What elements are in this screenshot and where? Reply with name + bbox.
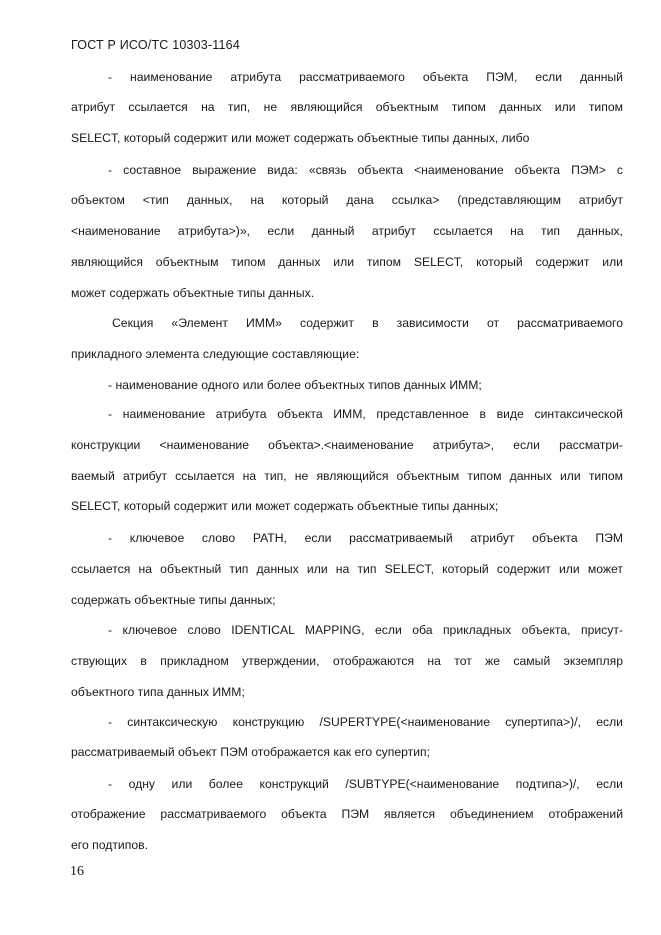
text-line: - составное выражение вида: «связь объекта <наименование объекта ПЭМ> с	[108, 163, 623, 177]
document-header: ГОСТ Р ИСО/ТС 10303-1164	[71, 38, 240, 52]
text-line: - ключевое слово PATH, если рассматриваемый атрибут объекта ПЭМ	[108, 531, 623, 545]
text-line: ваемый атрибут ссылается на тип, не являющийся объектным типом данных или типом	[71, 469, 623, 483]
text-line: - наименование одного или более объектных типов данных ИММ;	[108, 378, 482, 392]
text-line: содержать объектные типы данных;	[71, 593, 276, 607]
text-line: атрибут ссылается на тип, не являющийся объектным типом данных или типом	[71, 100, 623, 114]
text-line: - синтаксическую конструкцию /SUPERTYPE(<наименование супертипа>)/, если	[108, 715, 623, 729]
text-line: - наименование атрибута рассматриваемого объекта ПЭМ, если данный	[108, 70, 623, 84]
text-line: - наименование атрибута объекта ИММ, представленное в виде синтаксической	[108, 407, 623, 421]
text-line: его подтипов.	[71, 838, 148, 852]
text-line: ссылается на объектный тип данных или на тип SELECT, который содержит или может	[71, 562, 623, 576]
text-line: - одну или более конструкций /SUBTYPE(<наименование подтипа>)/, если	[108, 777, 623, 791]
text-line: объектного типа данных ИММ;	[71, 685, 245, 699]
text-line: SELECT, который содержит или может содержать объектные типы данных;	[71, 499, 499, 513]
text-line: являющийся объектным типом данных или типом SELECT, который содержит или	[71, 255, 623, 269]
text-line: ствующих в прикладном утверждении, отображаются на тот же самый экземпляр	[71, 654, 623, 668]
text-line: - ключевое слово IDENTICAL MAPPING, если оба прикладных объекта, присут-	[108, 623, 623, 637]
text-line: конструкции <наименование объекта>.<наименование атрибута>, если рассматри-	[71, 438, 623, 452]
text-line: рассматриваемый объект ПЭМ отображается как его супертип;	[71, 745, 431, 759]
text-line: может содержать объектные типы данных.	[71, 286, 315, 300]
page-number: 16	[70, 864, 84, 879]
text-line: SELECT, который содержит или может содержать объектные типы данных, либо	[71, 131, 530, 145]
text-line: <наименование атрибута>)», если данный атрибут ссылается на тип данных,	[71, 224, 623, 238]
text-line: Секция «Элемент ИММ» содержит в зависимости от рассматриваемого	[112, 316, 623, 330]
text-line: прикладного элемента следующие составляющие:	[71, 347, 360, 361]
text-line: отображение рассматриваемого объекта ПЭМ является объединением отображений	[71, 807, 623, 821]
text-line: объектом <тип данных, на который дана ссылка> (представляющим атрибут	[71, 193, 623, 207]
